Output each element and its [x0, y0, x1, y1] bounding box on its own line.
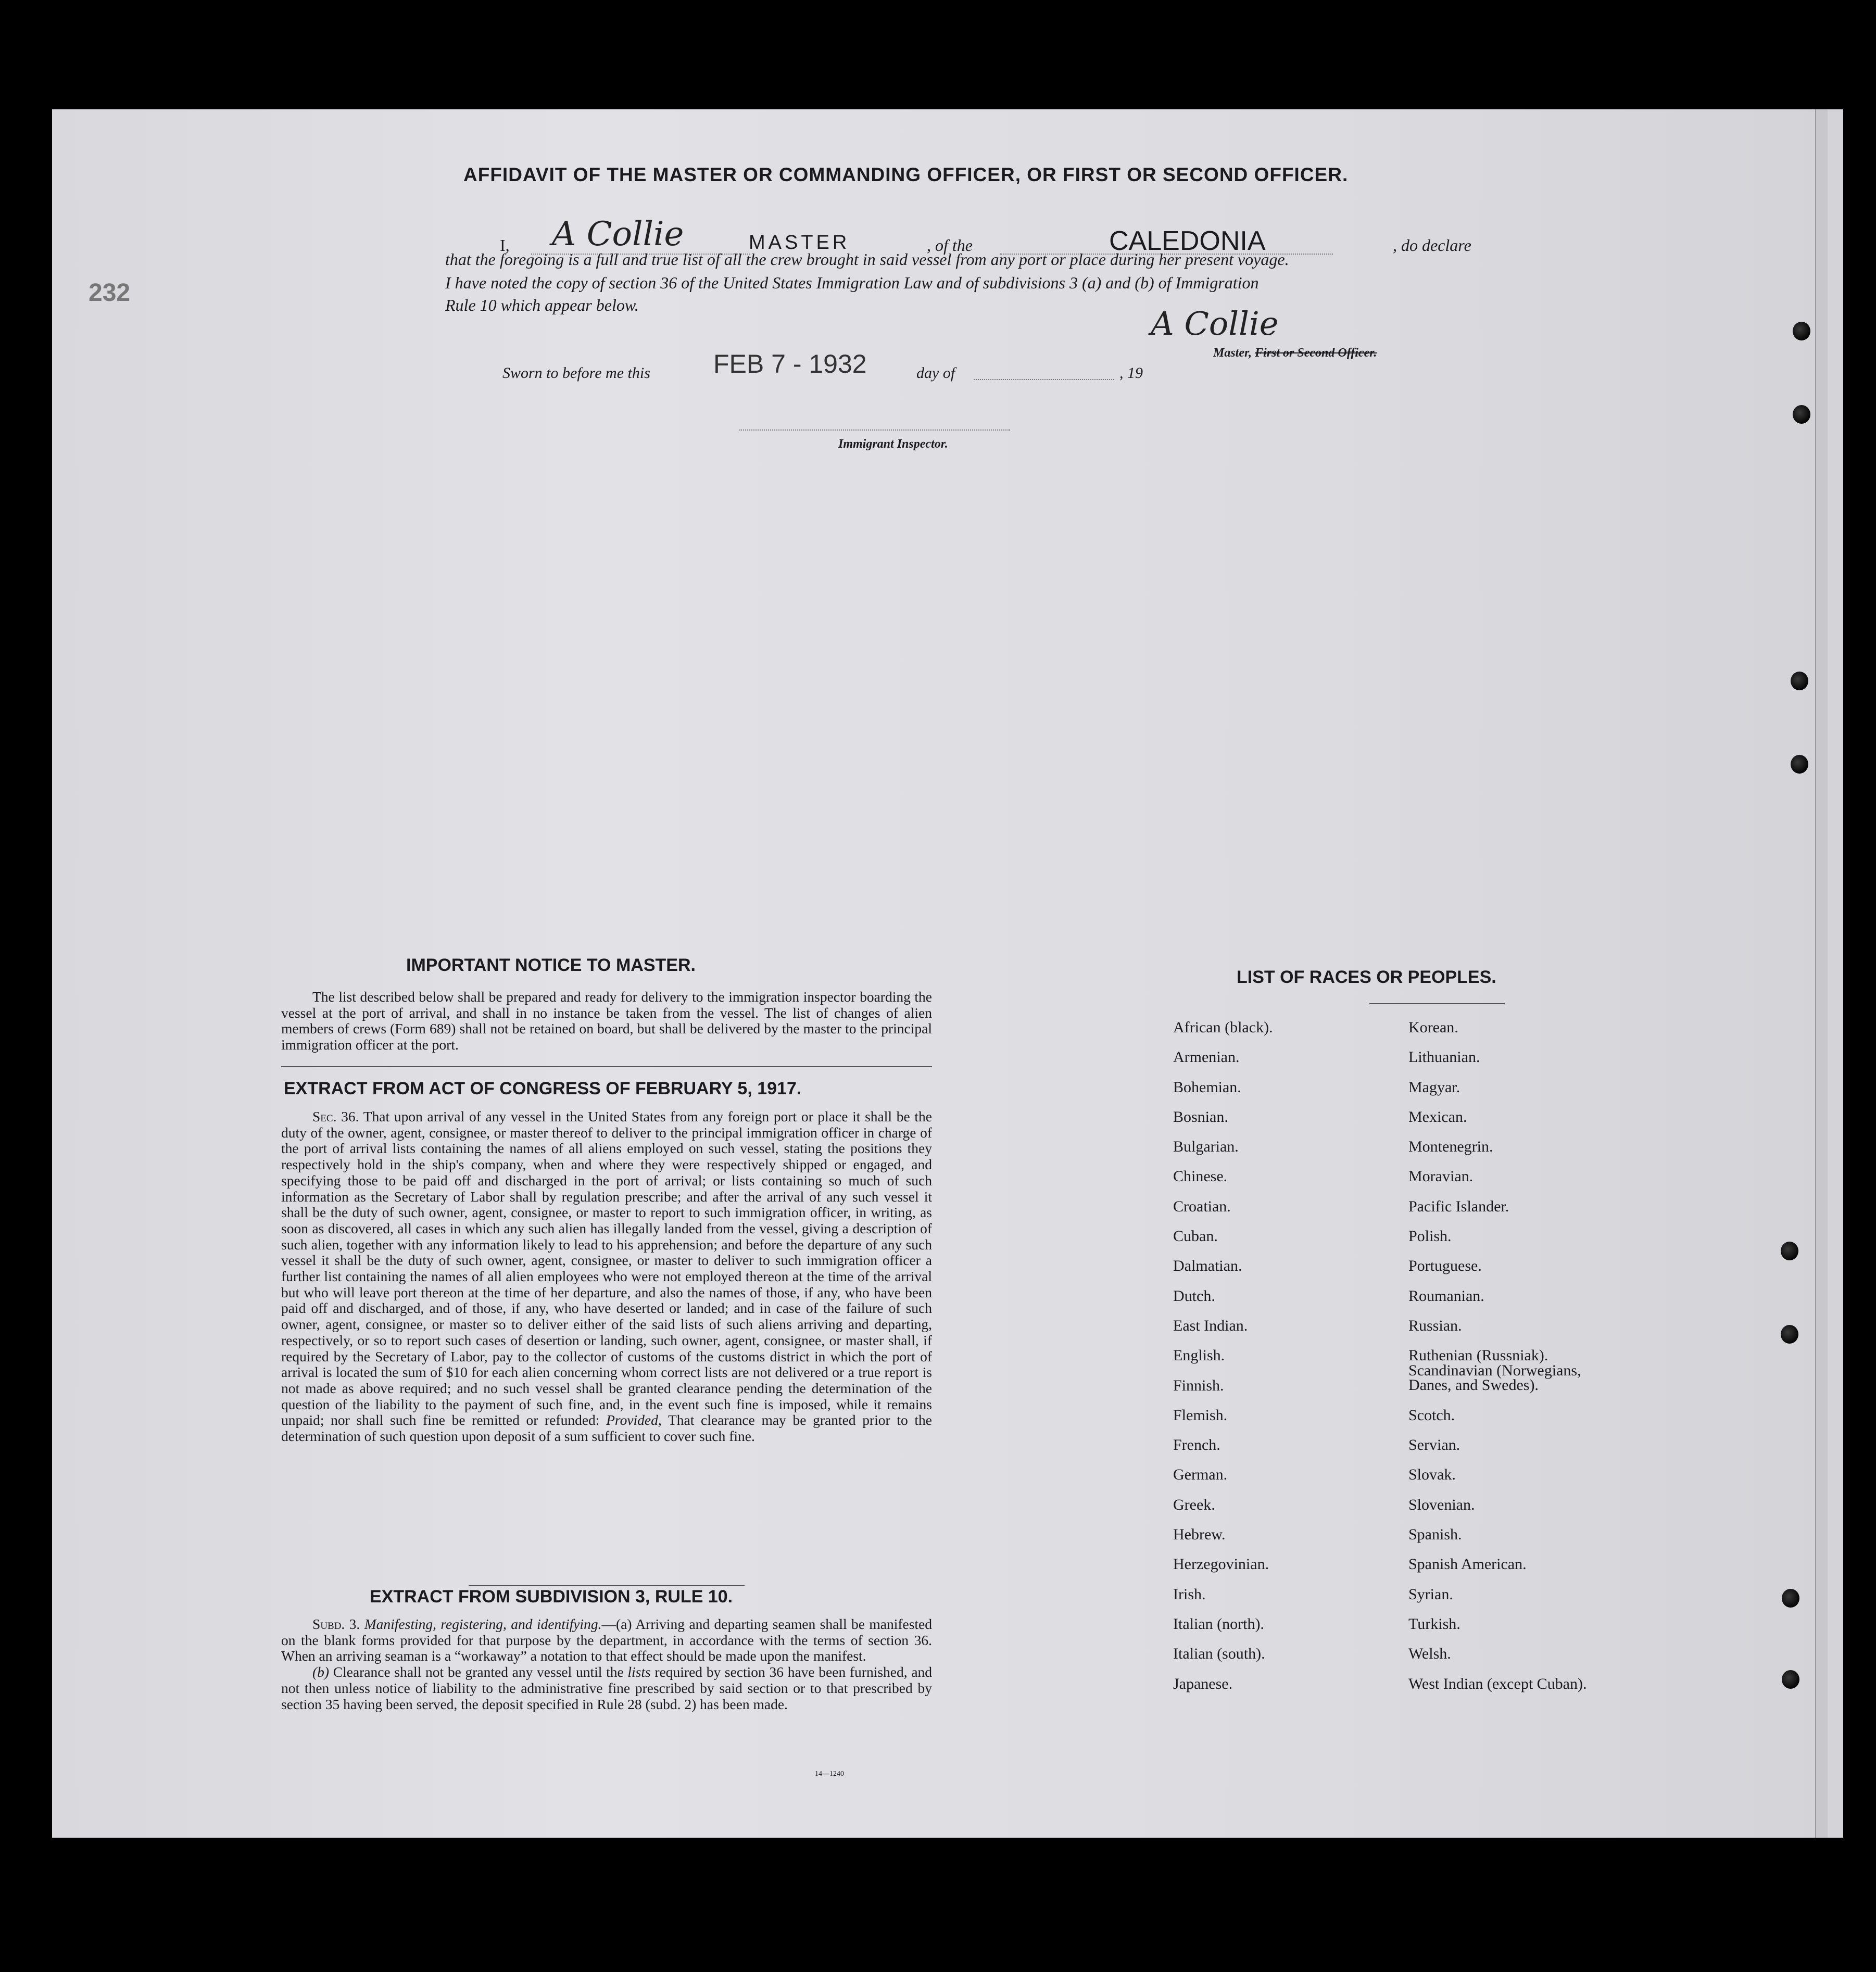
act-rule: [469, 1585, 745, 1586]
para-a: —(a) Arriving and departing seamen shall be manifested on the blank forms provided for that purpose by the department, in accordance with the terms of section 36. When an arriving seaman is a “workaway” a notation to that effect should be made upon the manifest.: [281, 1616, 932, 1664]
affidavit-line-3: I have noted the copy of section 36 of the United States Immigration Law and of subdivisions 3 (a) and (b) of Immigration: [445, 273, 1259, 292]
margin-mark: 232: [89, 279, 131, 307]
race-item: Italian (north).: [1173, 1615, 1264, 1633]
para-b-lists: lists: [627, 1664, 651, 1680]
races-column-2: [1408, 1013, 1617, 1699]
race-item: Portuguese.: [1408, 1257, 1482, 1275]
race-item: Armenian.: [1173, 1048, 1240, 1066]
vessel-name: CALEDONIA: [1109, 226, 1266, 256]
race-item: Flemish.: [1173, 1406, 1228, 1424]
subd-label: Subd. 3.: [312, 1616, 360, 1632]
punch-hole: [1782, 1589, 1799, 1608]
race-item: Pacific Islander.: [1408, 1197, 1509, 1215]
race-item: Dalmatian.: [1173, 1257, 1242, 1275]
race-item: Moravian.: [1408, 1168, 1474, 1185]
sworn-date-stamp: FEB 7 - 1932: [713, 349, 867, 378]
race-item: English.: [1173, 1347, 1225, 1364]
month-underline: [974, 379, 1114, 380]
race-item: Mexican.: [1408, 1108, 1467, 1126]
race-item: Spanish American.: [1408, 1556, 1527, 1573]
master-signature: A Collie: [1151, 305, 1279, 343]
sec-label: Sec. 36.: [312, 1108, 359, 1124]
race-item: Cuban.: [1173, 1228, 1218, 1245]
race-item: Scandinavian (Norwegians, Danes, and Swedes).: [1408, 1361, 1581, 1394]
race-item: Finnish.: [1173, 1376, 1224, 1394]
act-body-end: That clearance may be granted prior to the determination of such question upon deposit of a sum sufficient to cover such fine.: [281, 1412, 932, 1445]
notice-title: IMPORTANT NOTICE TO MASTER.: [406, 955, 696, 975]
race-item: Bohemian.: [1173, 1078, 1241, 1096]
race-item: Hebrew.: [1173, 1526, 1226, 1544]
race-item: Syrian.: [1408, 1585, 1453, 1603]
race-item: Bulgarian.: [1173, 1138, 1239, 1156]
race-item: German.: [1173, 1466, 1228, 1484]
race-item: Roumanian.: [1408, 1287, 1484, 1305]
manifest-page: [52, 109, 1843, 1838]
race-item: Irish.: [1173, 1585, 1206, 1603]
race-item: Croatian.: [1173, 1197, 1231, 1215]
punch-hole: [1793, 405, 1810, 424]
races-title: LIST OF RACES OR PEOPLES.: [1237, 967, 1496, 987]
sworn-label: Sworn to before me this: [502, 364, 650, 382]
race-item: Polish.: [1408, 1228, 1452, 1245]
race-item: Magyar.: [1408, 1078, 1460, 1096]
para-b-label: (b): [312, 1664, 330, 1680]
race-item: Greek.: [1173, 1496, 1215, 1513]
inspector-underline: [739, 429, 1010, 431]
race-item: Ruthenian (Russniak).: [1408, 1347, 1548, 1364]
act-extract-text: [281, 1109, 932, 1445]
of-the-label: , of the: [927, 236, 973, 255]
rule-extract-title: EXTRACT FROM SUBDIVISION 3, RULE 10.: [370, 1587, 733, 1607]
race-item: Dutch.: [1173, 1287, 1215, 1305]
race-item: Lithuanian.: [1408, 1048, 1480, 1066]
race-item: Slovak.: [1408, 1466, 1456, 1484]
race-item: West Indian (except Cuban).: [1408, 1675, 1587, 1692]
para-b-1: Clearance shall not be granted any vessel until the: [333, 1664, 624, 1680]
races-column-1: [1173, 1013, 1273, 1699]
i-label: I,: [500, 236, 510, 255]
punch-hole: [1793, 322, 1810, 340]
race-item: Herzegovinian.: [1173, 1556, 1269, 1573]
signature-caption: [1213, 346, 1377, 360]
race-item: East Indian.: [1173, 1317, 1248, 1334]
race-item: Korean.: [1408, 1019, 1458, 1036]
races-rule: [1369, 1003, 1505, 1004]
punch-hole: [1791, 755, 1808, 774]
officer-caption: First or Second Officer.: [1255, 346, 1377, 360]
race-item: Bosnian.: [1173, 1108, 1228, 1126]
race-item: Montenegrin.: [1408, 1138, 1493, 1156]
year-prefix: , 19: [1119, 364, 1143, 382]
para-b-2: required by section 36 have been furnished, and not then unless notice of liability to the administrative fine prescribed by said section or to that prescribed by section 35 having been served, the deposit specified in Rule 28 (subd. 2) has been made.: [281, 1664, 933, 1712]
rule-extract-text: [281, 1616, 932, 1712]
affidavit-line-4: Rule 10 which appear below.: [445, 296, 639, 314]
punch-hole: [1781, 1242, 1798, 1260]
race-item: Italian (south).: [1173, 1645, 1265, 1663]
do-declare-label: , do declare: [1393, 236, 1471, 255]
subd-title: Manifesting, registering, and identifying.: [364, 1616, 602, 1632]
master-caption: Master,: [1213, 346, 1252, 360]
day-of-label: day of: [916, 364, 955, 382]
notice-text: [281, 989, 932, 1053]
affidavit-line-2: that the foregoing is a full and true list of all the crew brought in said vessel from any port or place during her present voyage.: [445, 250, 1289, 269]
inspector-caption: Immigrant Inspector.: [838, 437, 948, 451]
rank-label: MASTER: [749, 232, 850, 254]
notice-body: The list described below shall be prepared and ready for delivery to the immigration inspector boarding the vessel at the port of arrival, and shall in no instance be taken from the vessel. The list of changes of alien members of crews (Form 689) shall not be retained on board, but shall be delivered by the master to the principal immigration officer at the port.: [281, 989, 932, 1053]
form-number: 14—1240: [815, 1770, 844, 1778]
punch-hole: [1782, 1670, 1799, 1689]
race-item: French.: [1173, 1436, 1220, 1454]
race-item: Chinese.: [1173, 1168, 1228, 1185]
master-name-handwriting: A Collie: [552, 215, 684, 254]
notice-rule: [281, 1066, 932, 1067]
race-item: Scotch.: [1408, 1406, 1455, 1424]
punch-hole: [1791, 672, 1808, 690]
sworn-row: [502, 349, 1179, 385]
page-edge: [1815, 109, 1828, 1838]
act-body: That upon arrival of any vessel in the United States from any foreign port or place it shall be the duty of the owner, agent, consignee, or master thereof to deliver to the principal immigration officer in charge of the port of arrival lists containing the names of all aliens employed on such vessel, stating the positions they respectively hold in the ship's company, when and where they were respectively shipped or engaged, and specifying those to be paid off and discharged in the port of arrival; or lists containing so much of such information as the Secretary of Labor shall by regulation prescribe; and after the arrival of any such vessel it shall be the duty of such owner, agent, consignee, or master to report to such immigration officer, in writing, as soon as discovered, all cases in which any such alien has illegally landed from the vessel, giving a description of such alien, together with any information likely to lead to his apprehension; and before the departure of any such vessel it shall be the duty of such owner, agent, consignee, or master to deliver to such immigration officer a further list containing the names of all alien employees who were not employed thereon at the time of the arrival but who will leave port thereon at the time of her departure, and also the names of those, if any, who have been paid off and discharged, and of those, if any, who have deserted or landed; and in case of the failure of such owner, agent, consignee, or master so to deliver either of the said lists of such aliens arriving and departing, respectively, or so to report such cases of desertion or landing, such owner, agent, consignee, or master shall, if required by the Secretary of Labor, pay to the collector of customs of the customs district in which the port of arrival is located the sum of $10 for each alien concerning whom correct lists are not delivered or a true report is not made as above required; and no such vessel shall be granted clearance pending the determination of the question of the liability to the payment of such fine, and, in the event such fine is imposed, while it remains unpaid; nor shall such fine be remitted or refunded:: [281, 1108, 932, 1429]
race-item: Servian.: [1408, 1436, 1460, 1454]
race-item: Slovenian.: [1408, 1496, 1475, 1513]
punch-hole: [1781, 1325, 1798, 1344]
race-item: Japanese.: [1173, 1675, 1233, 1692]
race-item: African (black).: [1173, 1019, 1273, 1036]
act-extract-title: EXTRACT FROM ACT OF CONGRESS OF FEBRUARY 5, 1917.: [284, 1079, 802, 1098]
affidavit-title: AFFIDAVIT OF THE MASTER OR COMMANDING OFFICER, OR FIRST OR SECOND OFFICER.: [463, 164, 1349, 185]
provided-word: Provided,: [606, 1412, 662, 1429]
race-item: Turkish.: [1408, 1615, 1460, 1633]
race-item: Spanish.: [1408, 1526, 1462, 1544]
race-item: Welsh.: [1408, 1645, 1451, 1663]
race-item: Russian.: [1408, 1317, 1462, 1334]
